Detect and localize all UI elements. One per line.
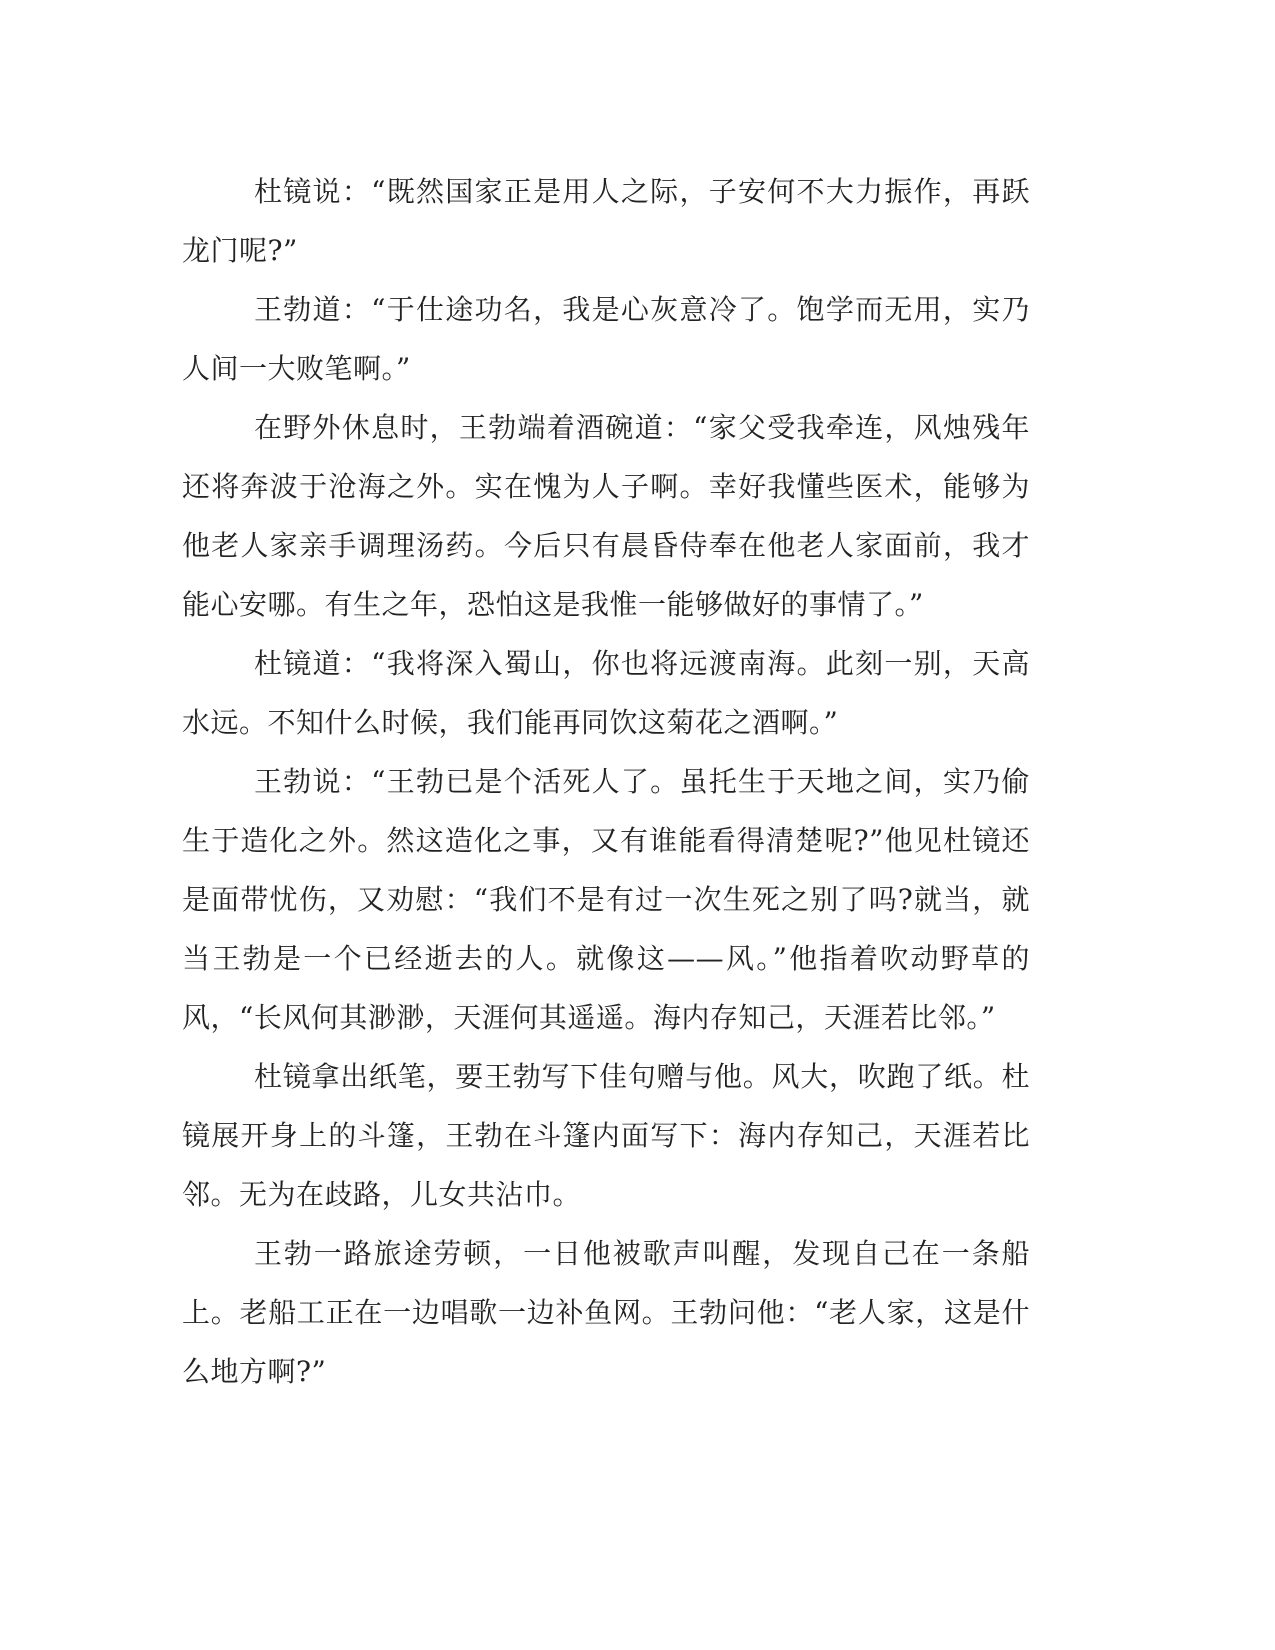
- paragraph-3: 在野外休息时，王勃端着酒碗道：“家父受我牵连，风烛残年还将奔波于沧海之外。实在愧为人子啊。幸好我懂些医术，能够为他老人家亲手调理汤药。今后只有晨昏侍奉在他老人家面前，我才能心安哪。有生之年，恐怕这是我惟一能够做好的事情了。”: [182, 411, 1030, 621]
- paragraph-6: 杜镜拿出纸笔，要王勃写下佳句赠与他。风大，吹跑了纸。杜镜展开身上的斗篷，王勃在斗篷内面写下：海内存知己，天涯若比邻。无为在歧路，儿女共沾巾。: [182, 1060, 1030, 1211]
- paragraph-7: 王勃一路旅途劳顿，一日他被歌声叫醒，发现自己在一条船上。老船工正在一边唱歌一边补鱼网。王勃问他：“老人家，这是什么地方啊?”: [182, 1237, 1030, 1388]
- paragraph-5: 王勃说：“王勃已是个活死人了。虽托生于天地之间，实乃偷生于造化之外。然这造化之事，又有谁能看得清楚呢?”他见杜镜还是面带忧伤，又劝慰：“我们不是有过一次生死之别了吗?就当，就当王勃是一个已经逝去的人。就像这——风。”他指着吹动野草的风，“长风何其渺渺，天涯何其遥遥。海内存知己，天涯若比邻。”: [182, 765, 1030, 1034]
- paragraph-1: 杜镜说：“既然国家正是用人之际，子安何不大力振作，再跃龙门呢?”: [182, 175, 1030, 267]
- paragraph-2: 王勃道：“于仕途功名，我是心灰意冷了。饱学而无用，实乃人间一大败笔啊。”: [182, 293, 1030, 385]
- body-text: [182, 162, 1030, 1401]
- paragraph-4: 杜镜道：“我将深入蜀山，你也将远渡南海。此刻一别，天高水远。不知什么时候，我们能再同饮这菊花之酒啊。”: [182, 647, 1030, 739]
